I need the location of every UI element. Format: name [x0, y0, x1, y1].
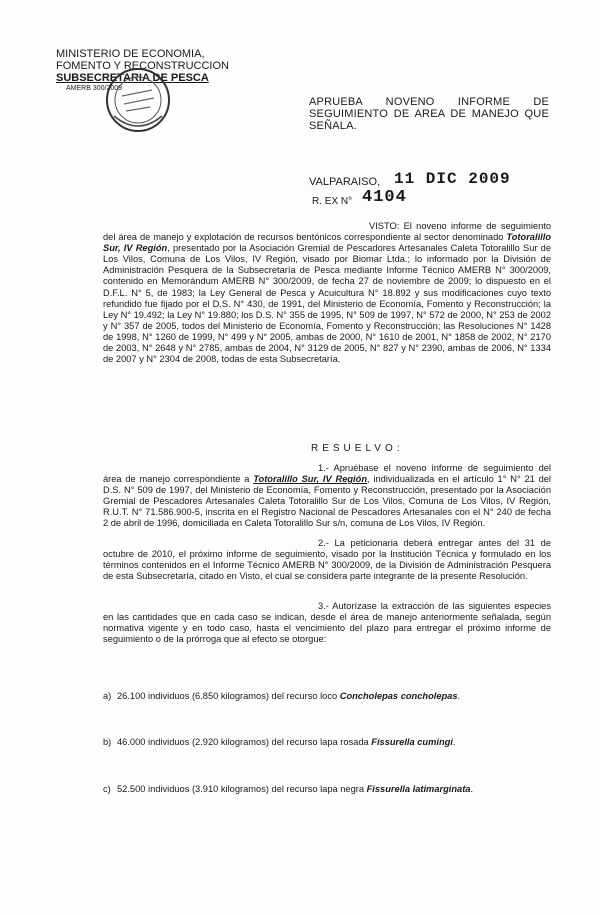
visto-lead: VISTO: El noveno informe de seguimiento del área de manejo y explotación de recursos bentónicos correspondiente al sector denominado: [103, 221, 551, 243]
amerb-reference: AMERB 300/2009: [66, 85, 123, 92]
item-label: b): [103, 737, 112, 747]
quota-item-a: [103, 691, 460, 702]
item-label: c): [103, 784, 111, 794]
resolution-article-1: [103, 463, 551, 530]
resolution-number-label: R. EX N°: [312, 196, 353, 207]
item-label: a): [103, 691, 112, 701]
ministry-name-line2: FOMENTO Y RECONSTRUCCION: [56, 60, 229, 72]
title-line2: SEGUIMIENTO DE AREA DE MANEJO QUE: [309, 108, 549, 120]
item-end: .: [457, 691, 461, 701]
visto-paragraph: [103, 221, 551, 365]
item-species: Concholepas concholepas: [339, 691, 458, 701]
ministry-name-line1: MINISTERIO DE ECONOMIA,: [56, 48, 205, 60]
place-label: VALPARAISO,: [309, 176, 381, 188]
article-1-rest: , individualizada en el artículo 1° N° 21 del D.S. N° 509 de 1997, del Ministerio de Economía, Fomento y Reconstrucción, presentado por la Asociación Gremial de Pescadores Artesanales Caleta Totoralillo Sur de Los Vilos, Comuna de Los Vilos, IV Región, R.U.T. N° 71.586.900-5, inscrita en el Registro Nacional de Pescadores Artesanales con el N° 240 de fecha 2 de abril de 1996, domiciliada en Caleta Totoralillo Sur s/n, comuna de Los Vilos, IV Región.: [103, 474, 551, 529]
quota-item-b: [103, 737, 456, 748]
official-seal-stamp: [104, 66, 172, 134]
item-species: Fissurella cumingi: [371, 737, 453, 747]
resolution-article-3: 3.- Autorízase la extracción de las siguientes especies en las cantidades que en cada caso se indican, desde el área de manejo anteriormente señalada, según normativa vigente y en todo caso, hasta el vencimiento del plazo para entregar el próximo informe de seguimiento o de la prórroga que al efecto se otorgue:: [103, 601, 551, 645]
item-end: .: [452, 737, 456, 747]
resolution-number: 4104: [362, 188, 407, 207]
item-text: 52.500 individuos (3.910 kilogramos) del recurso lapa negra: [117, 784, 367, 794]
document-title: [309, 96, 549, 132]
date-stamp: 11 DIC 2009: [394, 170, 511, 188]
article-1-sector: Totoralillo Sur, IV Región: [253, 474, 367, 485]
item-end: .: [470, 784, 474, 794]
item-text: 26.100 individuos (6.850 kilogramos) del recurso loco: [117, 691, 340, 701]
item-text: 46.000 individuos (2.920 kilogramos) del recurso lapa rosada: [117, 737, 372, 747]
quota-item-c: [103, 784, 473, 795]
title-line1: APRUEBA NOVENO INFORME DE: [309, 96, 549, 108]
subsecretaria-name: SUBSECRETARIA DE PESCA: [56, 72, 209, 84]
title-line3: SEÑALA.: [309, 120, 357, 132]
visto-rest: , presentado por la Asociación Gremial de Pescadores Artesanales Caleta Totoralillo Sur de Los Vilos, Comuna de Los Vilos, IV Región, visado por Biomar Ltda.; lo informado por la División de Administración Pesquera de la Subsecretaría de Pesca mediante Informe Técnico AMERB N° 300/2009, contenido en Memorándum AMERB N° 300/2009, de fecha 27 de noviembre de 2009; lo dispuesto en el D.F.L. N° 5, de 1983; la Ley General de Pesca y Acuicultura N° 18.892 y sus modificaciones cuyo texto refundido fue fijado por el D.S. N° 430, de 1991, del Ministerio de Economía, Fomento y Reconstrucción; la Ley N° 19.492; la Ley N° 19.880; los D.S. N° 355 de 1995, N° 509 de 1997, N° 572 de 2000, N° 253 de 2002 y N° 357 de 2005, todos del Ministerio de Economía, Fomento y Reconstrucción; las Resoluciones N° 1428 de 1998, N° 1260 de 1999, N° 499 y N° 2005, ambas de 2000, N° 1610 de 2001, N° 1858 de 2002, N° 2170 de 2003, N° 2648 y N° 2785, ambas de 2004, N° 3129 de 2005, N° 827 y N° 2390, ambas de 2006, N° 1334 de 2007 y N° 2304 de 2008, todas de esta Subsecretaría.: [103, 243, 551, 365]
resolution-article-2: 2.- La peticionaria deberá entregar antes del 31 de octubre de 2010, el próximo informe de seguimiento, visado por la Institución Técnica y formulado en los términos contenidos en el Informe Técnico AMERB N° 300/2009, de la División de Administración Pesquera de esta Subsecretaría, citado en Visto, el cual se considera parte integrante de la presente Resolución.: [103, 538, 551, 582]
article-1-lead: 1.- Apruébase el noveno informe de seguimiento del área de manejo correspondiente a: [103, 463, 551, 485]
item-species: Fissurella latimarginata: [366, 784, 471, 794]
visto-sector: Totoralillo Sur, IV Región: [103, 232, 551, 254]
resuelvo-heading: RESUELVO:: [311, 443, 404, 454]
